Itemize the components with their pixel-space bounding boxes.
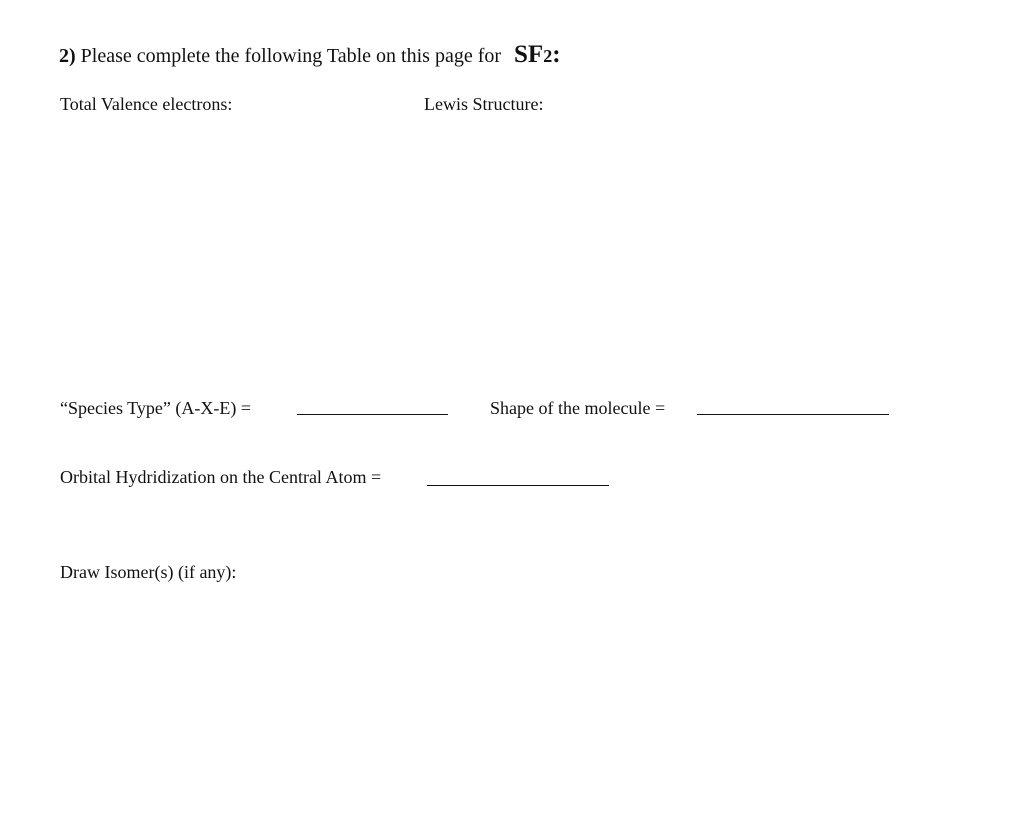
formula-suffix: :: [552, 41, 561, 68]
species-type-label: “Species Type” (A-X-E) =: [60, 398, 251, 418]
total-valence-label: Total Valence electrons:: [60, 94, 233, 114]
orbital-hybridization-answer-line[interactable]: [427, 484, 609, 486]
formula-main: SF: [514, 41, 544, 68]
molecule-formula: [514, 41, 561, 68]
orbital-hybridization-label: Orbital Hydridization on the Central Atom =: [60, 467, 382, 487]
formula-subscript: 2: [543, 46, 553, 66]
question-heading: [59, 42, 561, 69]
shape-answer-line[interactable]: [697, 413, 889, 415]
species-type-answer-line[interactable]: [297, 413, 448, 415]
draw-isomers-label: Draw Isomer(s) (if any):: [60, 562, 237, 582]
shape-label: Shape of the molecule =: [490, 398, 666, 418]
question-number: 2): [59, 45, 76, 67]
lewis-structure-label: Lewis Structure:: [424, 94, 544, 114]
question-text: Please complete the following Table on this page for: [80, 45, 502, 67]
